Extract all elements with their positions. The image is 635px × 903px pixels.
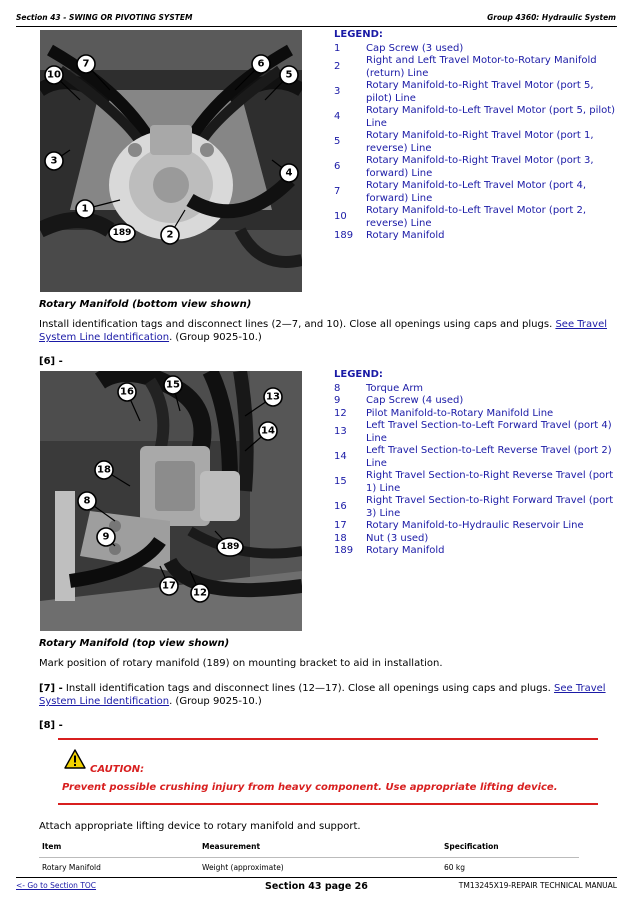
caution-text: Prevent possible crushing injury from heavy component. Use appropriate lifting device. [62,782,558,793]
figure-rotary-manifold-bottom [40,30,302,292]
callout-7 [77,55,95,73]
callout-10 [45,66,63,84]
legend-item: 15 Right Travel Section-to-Right Reverse Travel (port 1) Line [334,470,614,494]
legend-item: 12 Pilot Manifold-to-Rotary Manifold Line [334,407,554,419]
caution-top-rule [58,738,598,740]
callout-18 [95,461,113,479]
svg-text:7: 7 [82,58,90,70]
manual-id: TM13245X19-REPAIR TECHNICAL MANUAL [458,881,617,890]
step-8-label: [8] - [39,720,63,731]
svg-text:17: 17 [162,580,176,592]
legend-item: 14 Left Travel Section-to-Left Reverse Travel (port 2) Line [334,445,612,469]
svg-text:6: 6 [257,58,265,70]
svg-text:14: 14 [261,425,275,437]
instruction-paragraph-2: Mark position of rotary manifold (189) on mounting bracket to aid in installation. [39,658,443,669]
callout-8 [78,492,96,510]
caution-bottom-rule [58,803,598,805]
svg-text:10: 10 [47,69,61,81]
group-title: Group 4360: Hydraulic System [487,13,616,22]
legend-item: 2 Right and Left Travel Motor-to-Rotary Manifold (return) Line [334,55,597,79]
table-row [39,858,579,875]
svg-text:8: 8 [83,495,91,507]
svg-text:13: 13 [266,391,280,403]
step-6-label: [6] - [39,356,63,367]
svg-text:189: 189 [112,228,132,238]
step-7-label: [7] - [39,683,63,694]
warning-icon [64,749,86,769]
specification-table [39,840,579,874]
svg-text:4: 4 [285,167,293,179]
callout-16 [118,383,136,401]
legend-item: 189 Rotary Manifold [334,230,445,241]
page-header [16,13,616,25]
svg-text:3: 3 [50,155,58,167]
svg-text:16: 16 [120,386,134,398]
callout-9 [97,528,115,546]
page-number: Section 43 page 26 [265,881,368,892]
travel-system-line-id-link[interactable]: See Travel System Line Identification [39,319,607,343]
callout-3 [45,152,63,170]
table-cell: Weight (approximate) [199,858,441,875]
instruction-paragraph-1: Install identification tags and disconnect lines (2—7, and 10). Close all openings using caps and plugs. See Travel System Line Identification. (Group 9025-10.) [39,319,607,343]
column-header: Measurement [202,842,261,851]
legend-item: 10 Rotary Manifold-to-Left Travel Motor (port 2, reverse) Line [334,205,587,229]
callout-5 [280,66,298,84]
column-header: Item [42,842,62,851]
caution-label: CAUTION: [90,764,145,775]
callout-4 [280,164,298,182]
legend-item: 7 Rotary Manifold-to-Left Travel Motor (port 4, forward) Line [334,180,587,204]
svg-text:5: 5 [285,69,293,81]
svg-text:9: 9 [102,531,110,543]
svg-text:1: 1 [81,203,89,215]
svg-text:15: 15 [166,379,180,391]
column-header: Specification [444,842,499,851]
section-title: Section 43 - SWING OR PIVOTING SYSTEM [16,13,193,22]
callout-12 [191,584,209,602]
legend-top-view [334,369,616,558]
go-to-section-toc-link[interactable]: <- Go to Section TOC [16,881,97,890]
callout-189 [217,538,243,556]
table-cell: 60 kg [441,858,579,875]
callout-13 [264,388,282,406]
legend-item: 13 Left Travel Section-to-Left Forward Travel (port 4) Line [334,420,612,444]
travel-system-line-id-link[interactable]: See Travel System Line Identification [39,683,606,707]
svg-text:2: 2 [166,229,174,241]
figure2-caption: Rotary Manifold (top view shown) [39,638,230,649]
svg-text:18: 18 [97,464,111,476]
callout-14 [259,422,277,440]
legend-item: 18 Nut (3 used) [334,532,429,544]
legend-title: LEGEND: [334,29,383,40]
legend-item: 5 Rotary Manifold-to-Right Travel Motor (port 1, reverse) Line [334,130,594,154]
footer-divider [16,877,617,878]
header-divider [16,26,617,27]
legend-item: 1 Cap Screw (3 used) [334,42,464,54]
callout-15 [164,376,182,394]
legend-item: 4 Rotary Manifold-to-Left Travel Motor (port 5, pilot) Line [334,105,616,129]
callout-189 [109,224,135,242]
legend-item: 17 Rotary Manifold-to-Hydraulic Reservoir Line [334,520,584,531]
svg-text:12: 12 [193,587,207,599]
legend-title: LEGEND: [334,369,383,380]
legend-item: 6 Rotary Manifold-to-Right Travel Motor (port 3, forward) Line [334,155,594,179]
step-7: [7] - Install identification tags and disconnect lines (12—17). Close all openings using caps and plugs. See Travel System Line Identification. (Group 9025-10.) [39,683,606,707]
callout-17 [160,577,178,595]
legend-bottom-view [334,29,616,243]
legend-item: 3 Rotary Manifold-to-Right Travel Motor (port 5, pilot) Line [334,80,594,104]
callout-1 [76,200,94,218]
callout-6 [252,55,270,73]
callout-2 [161,226,179,244]
svg-text:189: 189 [220,542,240,552]
legend-item: 189 Rotary Manifold [334,545,445,556]
figure-rotary-manifold-top [40,371,302,631]
figure1-caption: Rotary Manifold (bottom view shown) [39,299,252,310]
table-header-row [39,840,579,858]
legend-item: 9 Cap Screw (4 used) [334,395,464,406]
instruction-paragraph-3: Attach appropriate lifting device to rotary manifold and support. [39,821,361,832]
legend-item: 8 Torque Arm [334,382,423,394]
legend-item: 16 Right Travel Section-to-Right Forward Travel (port 3) Line [334,495,614,519]
table-cell: Rotary Manifold [39,858,199,875]
